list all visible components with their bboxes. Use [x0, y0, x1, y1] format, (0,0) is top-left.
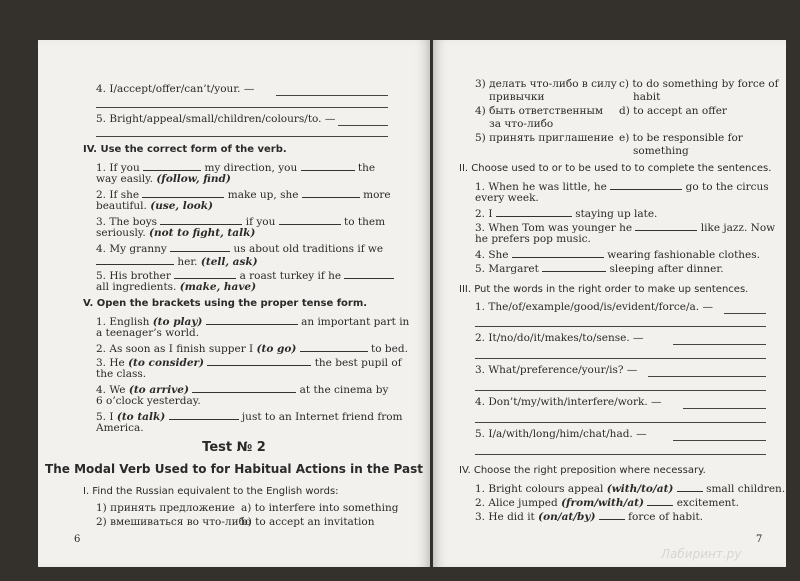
sentence: 1. If you my direction, you the	[96, 162, 376, 174]
match-item: a) to interfere into something	[241, 502, 399, 514]
sentence: 2. As soon as I finish supper I (to go) to bed.	[96, 343, 408, 355]
test-subtitle: The Modal Verb Used to for Habitual Actions in the Past	[45, 462, 423, 476]
sentence: every week.	[475, 192, 539, 204]
match-item: d) to accept an offer	[619, 105, 727, 117]
sentence: 4. We (to arrive) at the cinema by	[96, 384, 389, 396]
exercise-line: 4. I/accept/offer/can’t/your. —	[96, 83, 255, 95]
sentence: 5. I/a/with/long/him/chat/had. —	[475, 428, 647, 440]
match-item: за что-либо	[489, 118, 554, 130]
sentence: 1. The/of/example/good/is/evident/force/a. —	[475, 301, 713, 313]
sentence: 1. When he was little, he go to the circus	[475, 181, 769, 193]
sentence: 3. When Tom was younger he like jazz. Now	[475, 222, 776, 234]
section-header: IV. Choose the right preposition where necessary.	[459, 465, 706, 476]
page-number: 6	[74, 534, 81, 545]
sentence: beautiful. (use, look)	[96, 200, 213, 212]
section-header: I. Find the Russian equivalent to the English words:	[83, 486, 339, 497]
sentence: 5. His brother a roast turkey if he	[96, 268, 394, 283]
sentence: 5. I (to talk) just to an Internet friend from	[96, 411, 403, 423]
sentence: 1. English (to play) an important part in	[96, 316, 410, 328]
sentence: 2. Alice jumped (from/with/at) excitement.	[475, 497, 739, 509]
sentence: 4. My granny us about old traditions if we	[96, 243, 384, 255]
match-item: 3) делать что-либо в силу	[475, 78, 617, 90]
right-page	[433, 40, 786, 567]
section-header: II. Choose used to or to be used to to complete the sentences.	[459, 163, 772, 174]
sentence: seriously. (not to fight, talk)	[96, 227, 256, 239]
match-item: привычки	[489, 91, 545, 103]
sentence: 3. He (to consider) the best pupil of	[96, 357, 402, 369]
sentence: 4. Don’t/my/with/interfere/work. —	[475, 396, 662, 408]
exercise-line: 5. Bright/appeal/small/children/colours/to. —	[96, 113, 336, 125]
sentence: he prefers pop music.	[475, 233, 591, 245]
sentence: her. (tell, ask)	[96, 254, 258, 269]
page-number: 7	[756, 534, 763, 545]
match-item: 4) быть ответственным	[475, 105, 604, 117]
sentence: 1. Bright colours appeal (with/to/at) small children.	[475, 483, 786, 495]
sentence: all ingredients. (make, have)	[96, 281, 257, 293]
sentence: 3. He did it (on/at/by) force of habit.	[475, 511, 704, 523]
sentence: 5. Margaret sleeping after dinner.	[475, 263, 724, 275]
sentence: the class.	[96, 368, 147, 380]
match-item: e) to be responsible for	[619, 132, 743, 144]
section-header: III. Put the words in the right order to make up sentences.	[459, 284, 749, 295]
sentence: way easily. (follow, find)	[96, 173, 231, 185]
match-item: b) to accept an invitation	[241, 516, 375, 528]
section-header: IV. Use the correct form of the verb.	[83, 144, 287, 155]
match-item: 1) принять предложение	[96, 502, 235, 514]
match-item: something	[633, 145, 689, 157]
test-title: Test № 2	[202, 440, 266, 455]
section-header: V. Open the brackets using the proper tense form.	[83, 298, 368, 309]
sentence: America.	[96, 422, 144, 434]
sentence: 2. If she make up, she more	[96, 189, 391, 201]
sentence: 6 o’clock yesterday.	[96, 395, 201, 407]
match-item: 2) вмешиваться во что-либо	[96, 516, 252, 528]
match-item: habit	[633, 91, 661, 103]
sentence: 4. She wearing fashionable clothes.	[475, 249, 760, 261]
watermark: Лабиринт.ру	[661, 547, 742, 561]
sentence: 3. The boys if you to them	[96, 216, 386, 228]
match-item: 5) принять приглашение	[475, 132, 614, 144]
sentence: 2. It/no/do/it/makes/to/sense. —	[475, 332, 644, 344]
match-item: c) to do something by force of	[619, 78, 779, 90]
left-page	[38, 40, 430, 567]
sentence: a teenager’s world.	[96, 327, 200, 339]
sentence: 3. What/preference/your/is? —	[475, 364, 638, 376]
sentence: 2. I staying up late.	[475, 208, 658, 220]
